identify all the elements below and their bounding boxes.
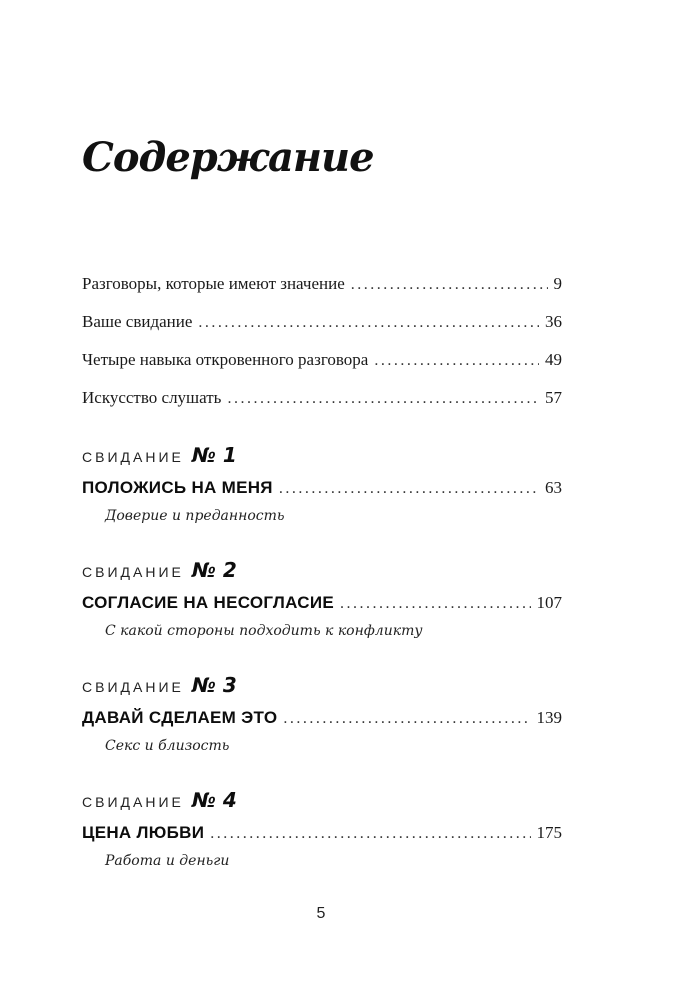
chapter-title: ДАВАЙ СДЕЛАЕМ ЭТО [82,708,278,727]
chapter-page: 175 [536,823,562,842]
leader-dots [374,352,539,370]
toc-chapter[interactable] [82,708,562,728]
chapter-title: ПОЛОЖИСЬ НА МЕНЯ [82,478,273,497]
section-number: № 4 [191,788,237,812]
toc-chapter[interactable] [82,823,562,843]
toc-entry-page: 49 [545,350,562,369]
section-kicker: СВИДАНИЕ [82,564,184,580]
toc-entry-label: Искусство слушать [82,388,222,407]
toc-entry-page: 36 [545,312,562,331]
page-number: 5 [316,905,326,922]
section-number: № 1 [191,443,237,467]
section-number: № 3 [191,673,237,697]
toc-entry-label: Разговоры, которые имеют значение [82,274,345,293]
chapter-page: 107 [536,593,562,612]
toc-entry-page: 9 [553,274,562,293]
section-header [82,788,237,812]
leader-dots [283,710,530,728]
leader-dots [227,390,539,408]
section-header [82,443,237,467]
chapter-page: 63 [545,478,562,497]
toc-entry[interactable] [82,388,562,408]
section-header [82,558,237,582]
toc-entry[interactable] [82,312,562,332]
section-header [82,673,237,697]
section-kicker: СВИДАНИЕ [82,449,184,465]
leader-dots [279,480,539,498]
leader-dots [210,825,530,843]
chapter-title: СОГЛАСИЕ НА НЕСОГЛАСИЕ [82,593,335,612]
chapter-subtitle: Работа и деньги [105,853,230,869]
chapter-title: ЦЕНА ЛЮБВИ [82,823,205,842]
chapter-subtitle: Доверие и преданность [105,508,285,524]
section-number: № 2 [191,558,237,582]
leader-dots [340,595,530,613]
section-kicker: СВИДАНИЕ [82,679,184,695]
chapter-subtitle: Секс и близость [105,738,230,754]
leader-dots [351,276,548,294]
toc-entry-page: 57 [545,388,562,407]
page-title: Содержание [82,134,374,181]
toc-entry[interactable] [82,350,562,370]
toc-entry[interactable] [82,274,562,294]
toc-entry-label: Ваше свидание [82,312,193,331]
leader-dots [198,314,539,332]
toc-chapter[interactable] [82,593,562,613]
chapter-subtitle: С какой стороны подходить к конфликту [105,623,423,639]
toc-entry-label: Четыре навыка откровенного разговора [82,350,369,369]
section-kicker: СВИДАНИЕ [82,794,184,810]
chapter-page: 139 [536,708,562,727]
toc-chapter[interactable] [82,478,562,498]
